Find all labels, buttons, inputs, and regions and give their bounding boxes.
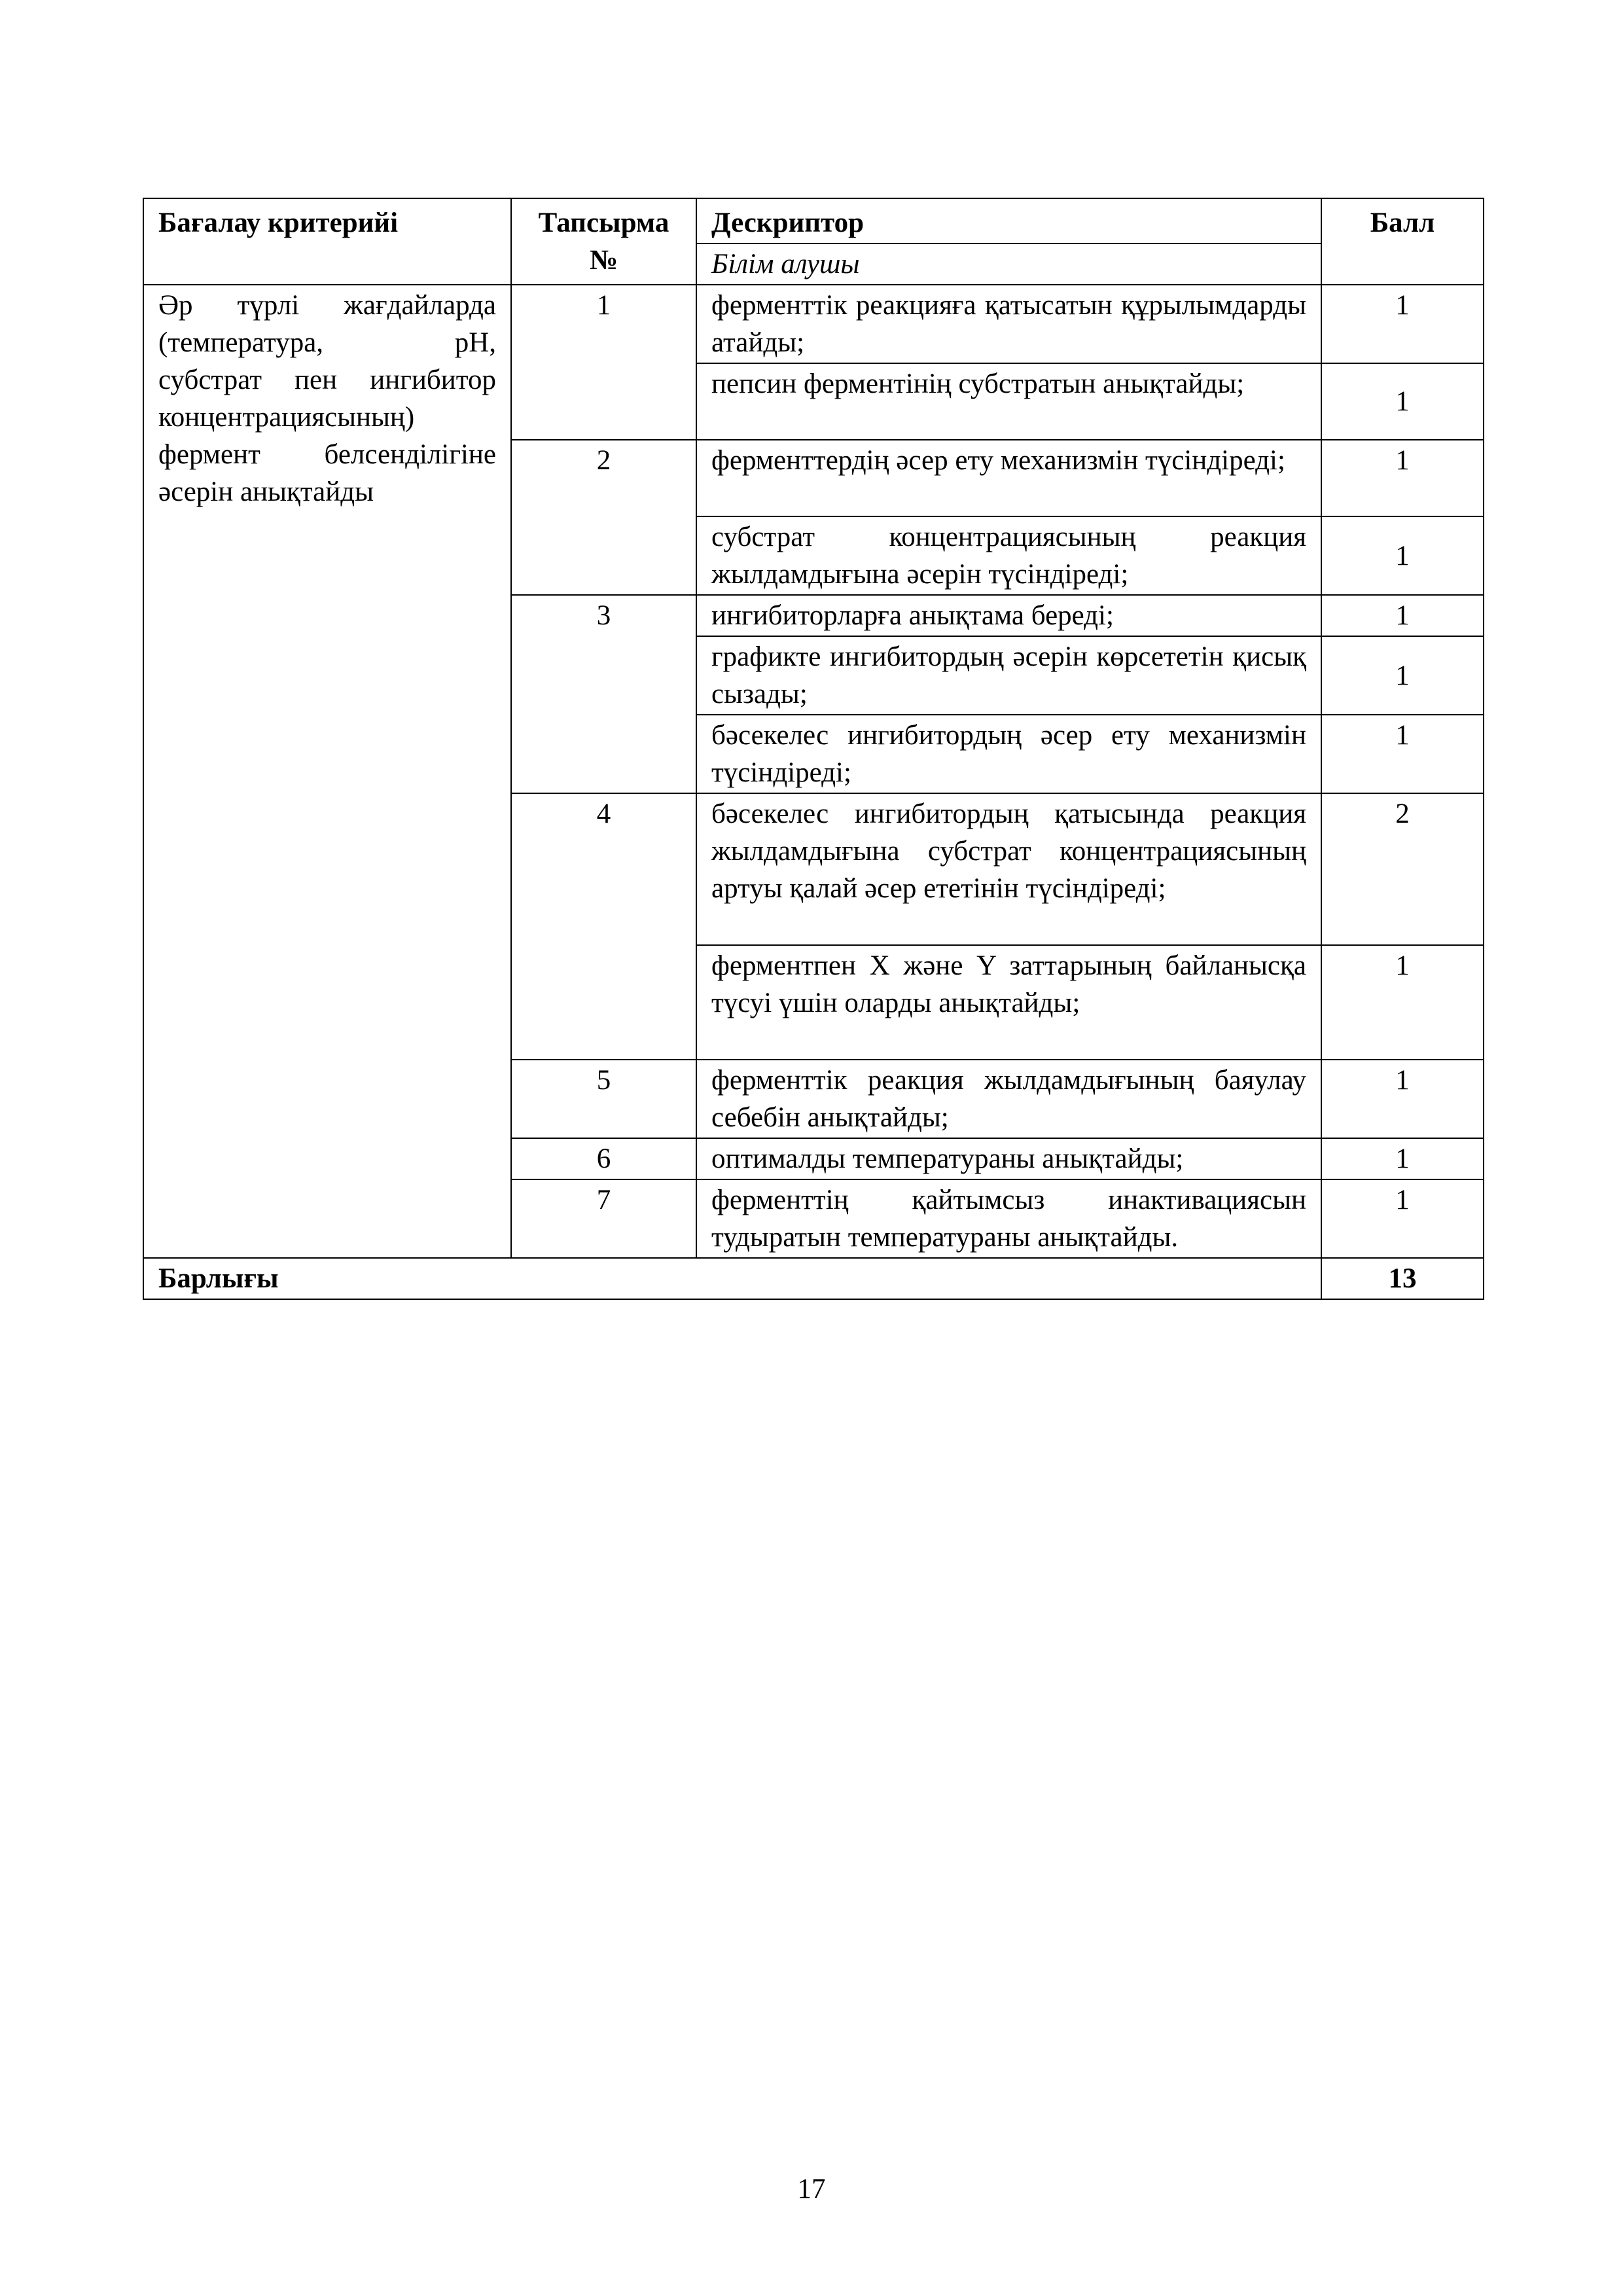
score-value: 1	[1321, 1060, 1484, 1138]
score-value: 1	[1321, 715, 1484, 793]
task-number: 4	[511, 793, 696, 1060]
task-number: 6	[511, 1138, 696, 1179]
criterion-line: концентрациясының)	[158, 402, 415, 433]
header-task	[511, 198, 696, 285]
task-number: 2	[511, 440, 696, 595]
score-value: 1	[1321, 595, 1484, 636]
descriptor-text: пепсин ферментінің субстратын анықтайды;	[696, 363, 1321, 440]
descriptor-text: ингибиторларға анықтама береді;	[696, 595, 1321, 636]
descriptor-text: бәсекелес ингибитордың қатысында реакция жылдамдығына субстрат концентрациясының артуы қалай әсер ететінін түсіндіреді;	[696, 793, 1321, 945]
criterion-cell	[143, 285, 511, 1258]
score-value: 1	[1321, 285, 1484, 363]
header-task-line1: Тапсырма	[538, 207, 669, 238]
task-number: 3	[511, 595, 696, 793]
score-value: 1	[1321, 636, 1484, 715]
header-row	[143, 198, 1484, 243]
total-row	[143, 1258, 1484, 1299]
descriptor-text: ферментпен X және Y заттарының байланысқа түсуі үшін оларды анықтайды;	[696, 945, 1321, 1060]
header-score: Балл	[1321, 198, 1484, 285]
score-value: 1	[1321, 1179, 1484, 1258]
header-descriptor: Дескриптор	[696, 198, 1321, 243]
header-descriptor-sub: Білім алушы	[696, 243, 1321, 285]
descriptor-text: субстрат концентрациясының реакция жылдамдығына әсерін түсіндіреді;	[696, 516, 1321, 595]
descriptor-text: графикте ингибитордың әсерін көрсететін қисық сызады;	[696, 636, 1321, 715]
score-value: 1	[1321, 1138, 1484, 1179]
score-value: 1	[1321, 516, 1484, 595]
criterion-line: Әр түрлі жағдайларда	[158, 290, 496, 321]
score-value: 1	[1321, 945, 1484, 1060]
criterion-line: әсерін анықтайды	[158, 476, 374, 507]
task-number: 5	[511, 1060, 696, 1138]
header-task-line2: №	[589, 245, 618, 276]
criterion-line: субстрат пен ингибитор	[158, 365, 496, 395]
descriptor-text: ферменттік реакция жылдамдығының баяулау себебін анықтайды;	[696, 1060, 1321, 1138]
page-number: 17	[797, 2174, 826, 2204]
descriptor-text: ферменттердің әсер ету механизмін түсіндіреді;	[696, 440, 1321, 516]
total-score: 13	[1321, 1258, 1484, 1299]
descriptor-text: бәсекелес ингибитордың әсер ету механизмін түсіндіреді;	[696, 715, 1321, 793]
header-criterion: Бағалау критерийі	[143, 198, 511, 285]
total-label: Барлығы	[143, 1258, 1321, 1299]
criterion-line: (температура, pH,	[158, 327, 496, 358]
score-value: 1	[1321, 440, 1484, 516]
descriptor-text: ферменттің қайтымсыз инактивациясын тудыратын температураны анықтайды.	[696, 1179, 1321, 1258]
score-value: 1	[1321, 363, 1484, 440]
descriptor-text: оптималды температураны анықтайды;	[696, 1138, 1321, 1179]
task-number: 7	[511, 1179, 696, 1258]
table-row	[143, 285, 1484, 363]
score-value: 2	[1321, 793, 1484, 945]
task-number: 1	[511, 285, 696, 440]
assessment-rubric-table	[143, 198, 1484, 1300]
criterion-line: фермент белсенділігіне	[158, 439, 496, 470]
descriptor-text: ферменттік реакцияға қатысатын құрылымдарды атайды;	[696, 285, 1321, 363]
